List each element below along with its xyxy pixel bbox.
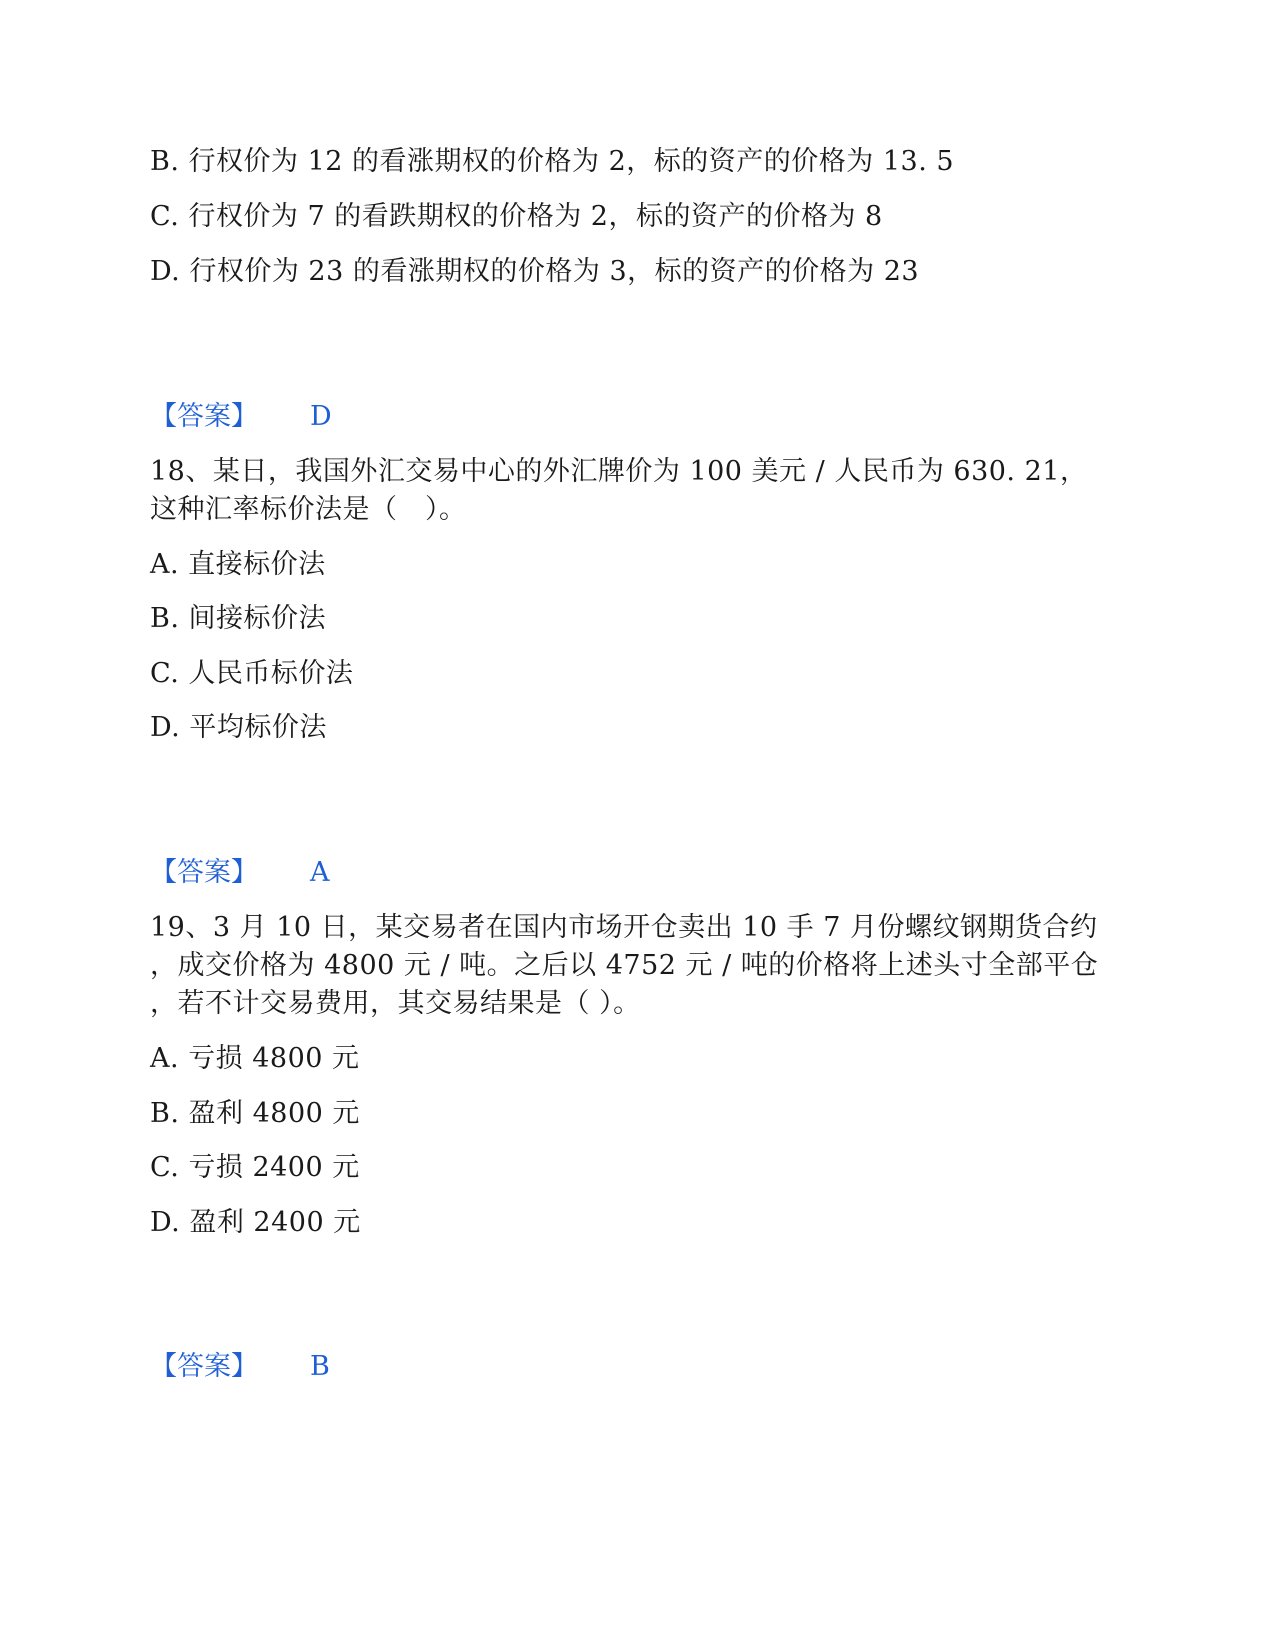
q19-question-line-2: ，成交价格为 4800 元 / 吨。之后以 4752 元 / 吨的价格将上述头寸全部平仓 (150, 950, 1099, 981)
q18-option-b: B. 间接标价法 (150, 603, 327, 634)
q18-question-line-2: 这种汇率标价法是（ ）。 (150, 494, 467, 525)
q18-option-c: C. 人民币标价法 (150, 658, 354, 689)
q18-option-a: A. 直接标价法 (150, 549, 326, 580)
q19-option-a: A. 亏损 4800 元 (150, 1043, 360, 1074)
answer-value: B (310, 1351, 330, 1382)
q18-answer (150, 856, 330, 890)
q19-option-b: B. 盈利 4800 元 (150, 1098, 360, 1129)
q19-option-c: C. 亏损 2400 元 (150, 1152, 360, 1183)
answer-label: 【答案】 (150, 1351, 258, 1382)
answer-value: A (310, 857, 330, 888)
q17-option-b: B. 行权价为 12 的看涨期权的价格为 2，标的资产的价格为 13. 5 (150, 146, 955, 177)
q19-question-line-1: 19、3 月 10 日，某交易者在国内市场开仓卖出 10 手 7 月份螺纹钢期货合约 (150, 912, 1098, 943)
q17-option-c: C. 行权价为 7 的看跌期权的价格为 2，标的资产的价格为 8 (150, 201, 883, 232)
q19-option-d: D. 盈利 2400 元 (150, 1207, 361, 1238)
answer-label: 【答案】 (150, 401, 258, 432)
answer-value: D (310, 401, 332, 432)
q18-question-line-1: 18、某日，我国外汇交易中心的外汇牌价为 100 美元 / 人民币为 630. 21， (150, 456, 1088, 487)
q18-option-d: D. 平均标价法 (150, 712, 327, 743)
answer-label: 【答案】 (150, 857, 258, 888)
q19-question-line-3: ，若不计交易费用，其交易结果是（ ）。 (150, 988, 641, 1019)
q19-answer (150, 1350, 330, 1384)
q17-option-d: D. 行权价为 23 的看涨期权的价格为 3，标的资产的价格为 23 (150, 256, 920, 287)
q17-answer (150, 400, 332, 434)
